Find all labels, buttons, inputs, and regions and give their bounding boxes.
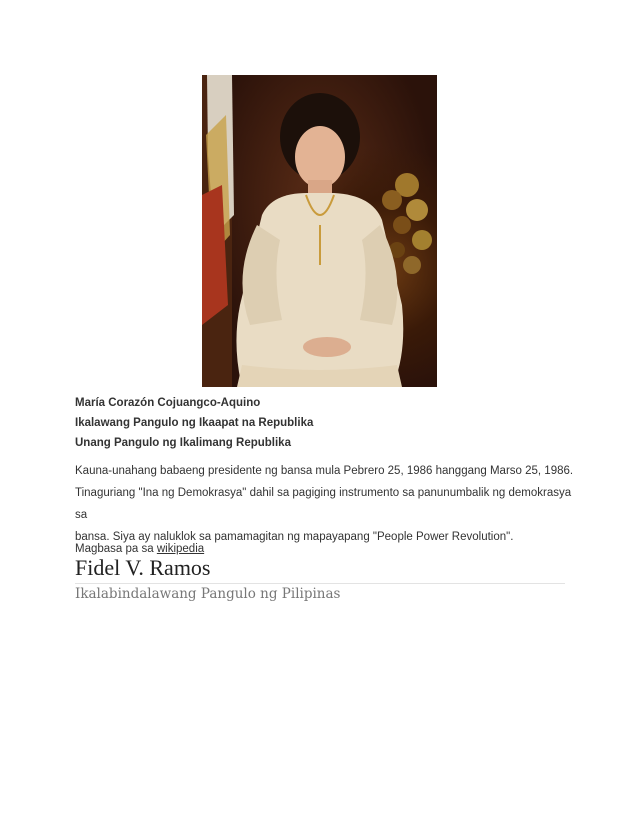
read-more <box>75 543 204 555</box>
president-description <box>75 460 575 548</box>
president-info <box>75 393 575 453</box>
section-title: Fidel V. Ramos <box>75 555 565 584</box>
wikipedia-link[interactable]: wikipedia <box>156 543 205 555</box>
president-name: María Corazón Cojuangco-Aquino <box>75 397 261 409</box>
description-line-1: Kauna-unahang babaeng presidente ng bansa mula Pebrero 25, 1986 hanggang Marso 25, 1986. <box>75 465 574 477</box>
read-more-prefix: Magbasa pa sa <box>75 543 154 555</box>
portrait-image <box>202 75 437 387</box>
description-line-2: Tinaguriang "Ina ng Demokrasya" dahil sa pagiging instrumento sa panunumbalik ng demokrasya sa <box>75 487 572 521</box>
description-line-3: bansa. Siya ay naluklok sa pamamagitan ng mapayapang "People Power Revolution". <box>75 531 514 543</box>
president-role-1: Ikalawang Pangulo ng Ikaapat na Republika <box>75 417 314 429</box>
section-subtitle: Ikalabindalawang Pangulo ng Pilipinas <box>75 586 341 602</box>
president-role-2: Unang Pangulo ng Ikalimang Republika <box>75 437 291 449</box>
